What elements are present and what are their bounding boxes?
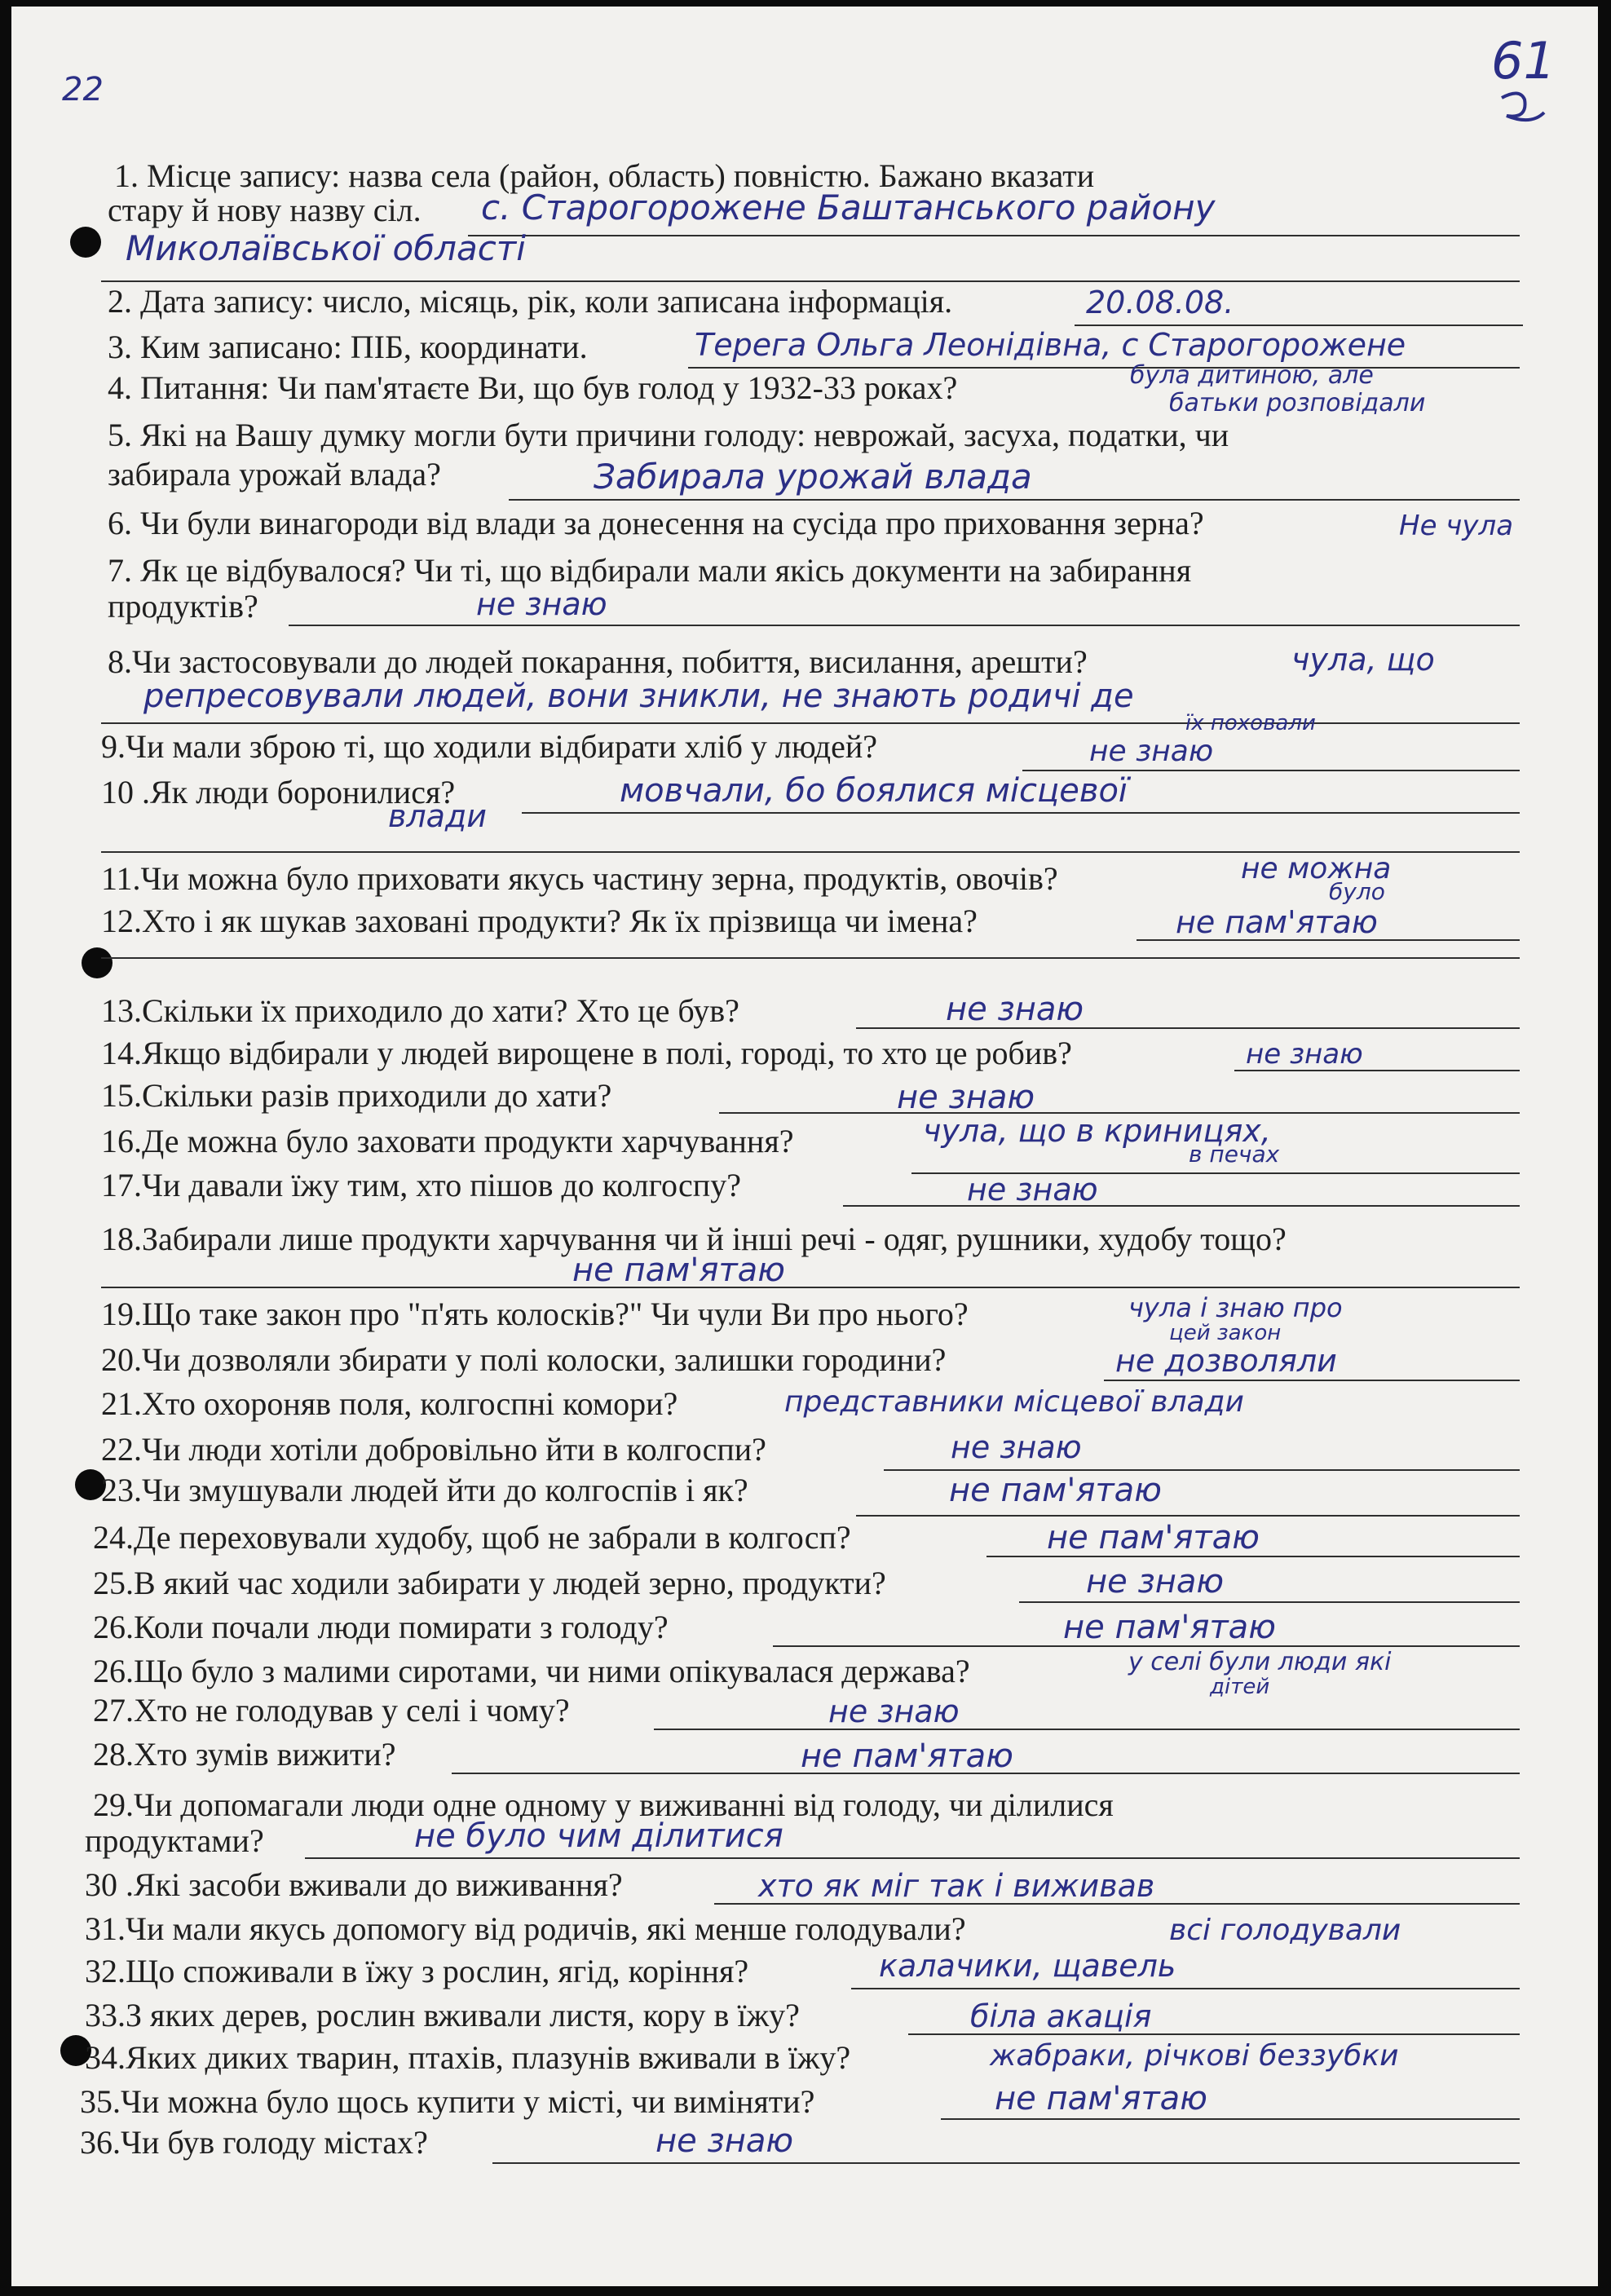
answer-line xyxy=(1234,1070,1520,1071)
answer-16: чула, що в криницях, xyxy=(923,1113,1271,1149)
question-26b: 26.Що було з малими сиротами, чи ними опікувалася держава? xyxy=(93,1653,970,1689)
question-36: 36.Чи був голоду містах? xyxy=(80,2124,428,2161)
page-number: 22 xyxy=(62,71,104,108)
answer-line xyxy=(1104,1380,1520,1381)
answer-3: Терега Ольга Леонідівна, с Старогорожене xyxy=(695,327,1406,363)
answer-1: с. Старогорожене Баштанського району xyxy=(481,188,1216,227)
answer-33: біла акація xyxy=(970,1998,1152,2034)
answer-30: хто як міг так і виживав xyxy=(758,1868,1155,1904)
question-31: 31.Чи мали якусь допомогу від родичів, які менше голодували? xyxy=(85,1910,966,1947)
answer-8-cont: репресовували людей, вони зникли, не знають родичі де xyxy=(143,678,1134,715)
answer-line xyxy=(654,1729,1520,1730)
question-2: 2. Дата запису: число, місяць, рік, коли записана інформація. xyxy=(108,283,953,320)
answer-23: не пам'ятаю xyxy=(949,1472,1162,1509)
answer-22: не знаю xyxy=(951,1429,1082,1465)
question-35: 35.Чи можна було щось купити у місті, чи виміняти? xyxy=(80,2083,815,2120)
answer-line xyxy=(492,2162,1520,2164)
answer-line xyxy=(908,2033,1520,2035)
answer-16-cont: в печах xyxy=(1189,1141,1280,1168)
answer-1-cont: Миколаївської області xyxy=(126,228,526,268)
question-11: 11.Чи можна було приховати якусь частину зерна, продуктів, овочів? xyxy=(101,860,1058,897)
question-23: 23.Чи змушували людей йти до колгоспів і як? xyxy=(101,1472,748,1508)
answer-line xyxy=(289,625,1520,626)
question-15: 15.Скільки разів приходили до хати? xyxy=(101,1077,612,1114)
answer-line xyxy=(509,499,1520,501)
answer-line xyxy=(1019,1601,1520,1603)
answer-12: не пам'ятаю xyxy=(1176,904,1378,940)
answer-line xyxy=(856,1027,1520,1029)
answer-line xyxy=(1022,770,1520,771)
answer-31: всі голодували xyxy=(1169,1914,1401,1947)
answer-line xyxy=(714,1903,1520,1905)
answer-line xyxy=(452,1773,1520,1774)
answer-19-cont: цей закон xyxy=(1169,1321,1282,1345)
question-34: 34.Яких диких тварин, птахів, плазунів вживали в їжу? xyxy=(85,2039,851,2076)
answer-10-cont: влади xyxy=(388,798,487,834)
answer-line xyxy=(941,2118,1520,2120)
answer-34: жабраки, річкові беззубки xyxy=(990,2039,1399,2073)
answer-8: чула, що xyxy=(1291,642,1435,678)
punch-hole xyxy=(82,947,113,978)
question-29: 29.Чи допомагали люди одне одному у виживанні від голоду, чи ділилися xyxy=(93,1786,1114,1823)
question-18: 18.Забирали лише продукти харчування чи й інші речі - одяг, рушники, худобу тощо? xyxy=(101,1221,1287,1257)
answer-line xyxy=(101,1287,1520,1288)
question-28: 28.Хто зумів вижити? xyxy=(93,1736,396,1773)
answer-11-cont: було xyxy=(1329,878,1385,905)
answer-21: представники місцевої влади xyxy=(784,1385,1244,1419)
question-13: 13.Скільки їх приходило до хати? Хто це був? xyxy=(101,992,739,1029)
answer-26b-cont: дітей xyxy=(1210,1675,1270,1699)
question-32: 32.Що споживали в їжу з рослин, ягід, коріння? xyxy=(85,1953,749,1989)
answer-line xyxy=(773,1645,1520,1647)
answer-2: 20.08.08. xyxy=(1086,285,1234,320)
question-25: 25.В який час ходили забирати у людей зерно, продукти? xyxy=(93,1565,886,1601)
answer-line xyxy=(843,1205,1520,1207)
question-27: 27.Хто не голодував у селі і чому? xyxy=(93,1692,570,1729)
answer-line xyxy=(305,1857,1520,1859)
question-12: 12.Хто і як шукав заховані продукти? Як їх прізвища чи імена? xyxy=(101,903,978,939)
question-5-cont: забирала урожай влада? xyxy=(108,456,441,492)
question-4: 4. Питання: Чи пам'ятаєте Ви, що був голод у 1932-33 роках? xyxy=(108,369,958,406)
answer-6: Не чула xyxy=(1399,510,1514,542)
answer-26: не пам'ятаю xyxy=(1063,1609,1276,1646)
answer-13: не знаю xyxy=(946,991,1084,1028)
archive-mark xyxy=(1495,88,1552,145)
answer-27: не знаю xyxy=(828,1693,960,1729)
answer-26b: у селі були люди які xyxy=(1128,1648,1392,1676)
answer-10: мовчали, бо боялися місцевої xyxy=(620,772,1128,810)
answer-line xyxy=(1075,325,1523,326)
question-22: 22.Чи люди хотіли добровільно йти в колгоспи? xyxy=(101,1431,766,1468)
answer-29: не було чим ділитися xyxy=(414,1817,783,1855)
answer-9-note: їх поховали xyxy=(1185,711,1316,735)
answer-17: не знаю xyxy=(967,1172,1098,1208)
question-20: 20.Чи дозволяли збирати у полі колоски, залишки городини? xyxy=(101,1341,947,1378)
answer-line xyxy=(986,1556,1520,1557)
answer-11: не можна xyxy=(1241,852,1392,885)
question-16: 16.Де можна було заховати продукти харчування? xyxy=(101,1123,794,1159)
question-3: 3. Ким записано: ПІБ, координати. xyxy=(108,329,588,365)
question-7-cont: продуктів? xyxy=(108,588,258,625)
archive-number: 61 xyxy=(1491,31,1556,91)
question-17: 17.Чи давали їжу тим, хто пішов до колгоспу? xyxy=(101,1167,741,1203)
question-8: 8.Чи застосовували до людей покарання, побиття, висилання, арешти? xyxy=(108,643,1088,680)
question-10: 10 .Як люди боронилися? xyxy=(101,774,456,810)
answer-15: не знаю xyxy=(897,1079,1035,1116)
answer-14: не знаю xyxy=(1246,1038,1363,1071)
question-26: 26.Коли почали люди помирати з голоду? xyxy=(93,1609,669,1645)
question-29-cont: продуктами? xyxy=(85,1822,264,1859)
answer-24: не пам'ятаю xyxy=(1047,1519,1260,1556)
answer-line xyxy=(688,367,1520,369)
answer-28: не пам'ятаю xyxy=(801,1737,1013,1775)
question-19: 19.Що таке закон про "п'ять колосків?" Чи чули Ви про нього? xyxy=(101,1296,969,1332)
answer-line xyxy=(522,812,1520,814)
answer-line xyxy=(884,1469,1520,1471)
question-1: 1. Місце запису: назва села (район, область) повністю. Бажано вказати xyxy=(114,157,1095,194)
answer-4-cont: батьки розповідали xyxy=(1169,389,1426,417)
answer-18: не пам'ятаю xyxy=(572,1252,785,1289)
punch-hole xyxy=(70,227,101,258)
question-9: 9.Чи мали зброю ті, що ходили відбирати хліб у людей? xyxy=(101,728,878,765)
answer-line xyxy=(856,1515,1520,1517)
answer-35: не пам'ятаю xyxy=(995,2080,1207,2117)
answer-19: чула і знаю про xyxy=(1128,1292,1343,1323)
question-1-cont: стару й нову назву сіл. xyxy=(108,192,422,228)
answer-25: не знаю xyxy=(1086,1563,1225,1601)
question-5: 5. Які на Вашу думку могли бути причини голоду: неврожай, засуха, податки, чи xyxy=(108,417,1229,453)
question-24: 24.Де переховували худобу, щоб не забрали в колгосп? xyxy=(93,1519,851,1556)
question-21: 21.Хто охороняв поля, колгоспні комори? xyxy=(101,1385,678,1422)
answer-20: не дозволяли xyxy=(1115,1343,1337,1379)
answer-36: не знаю xyxy=(655,2122,794,2160)
questionnaire-page xyxy=(11,7,1598,2286)
answer-9: не знаю xyxy=(1089,735,1214,768)
answer-line xyxy=(101,957,1520,959)
question-33: 33.З яких дерев, рослин вживали листя, кору в їжу? xyxy=(85,1997,800,2033)
answer-line xyxy=(101,280,1520,282)
answer-32: калачики, щавель xyxy=(879,1948,1176,1984)
question-6: 6. Чи були винагороди від влади за донесення на сусіда про приховання зерна? xyxy=(108,505,1204,541)
answer-line xyxy=(1137,939,1520,941)
answer-line xyxy=(468,235,1520,236)
question-14: 14.Якщо відбирали у людей вирощене в полі, городі, то хто це робив? xyxy=(101,1035,1072,1071)
answer-7: не знаю xyxy=(476,586,607,622)
question-30: 30 .Які засоби вживали до виживання? xyxy=(85,1866,623,1903)
answer-4: була дитиною, але xyxy=(1130,361,1374,390)
question-7: 7. Як це відбувалося? Чи ті, що відбирали мали якісь документи на забирання xyxy=(108,552,1192,589)
answer-line xyxy=(851,1988,1520,1989)
answer-5: Забирала урожай влада xyxy=(594,457,1032,497)
